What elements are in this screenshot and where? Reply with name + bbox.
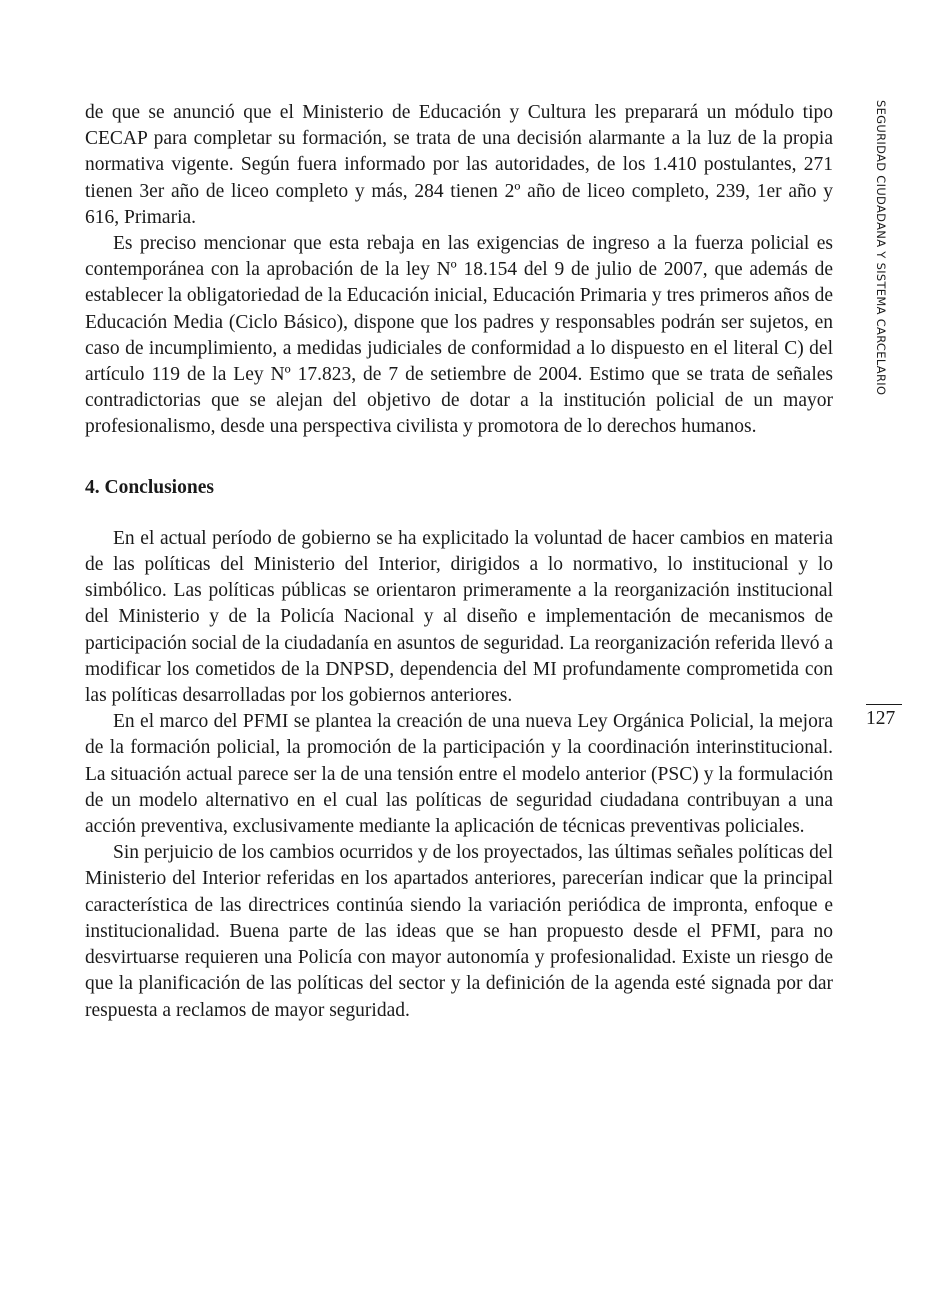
- paragraph: Sin perjuicio de los cambios ocurridos y de los proyectados, las últimas señales políticas del Ministerio del Interior referidas en los apartados anteriores, parecerían indicar que la principal característica de las directrices continúa siendo la variación periódica de impronta, enfoque e institucionalidad. Buena parte de las ideas que se han propuesto desde el PFMI, para no desvirtuarse requieren una Policía con mayor autonomía y profesionalidad. Existe un riesgo de que la planificación de las políticas del sector y la definición de la agenda esté signada por dar respuesta a reclamos de mayor seguridad.: [85, 842, 833, 1021]
- paragraph: En el actual período de gobierno se ha explicitado la voluntad de hacer cambios en materia de las políticas del Ministerio del Interior, dirigidos a lo normativo, lo institucional y lo simbólico. Las políticas públicas se orientaron primeramente a la reorganización institucional del Ministerio y de la Policía Nacional y al diseño e implementación de mecanismos de participación social de la ciudadanía en asuntos de seguridad. La reorganización referida llevó a modificar los cometidos de la DNPSD, dependencia del MI profundamente comprometida con las políticas desarrolladas por los gobiernos anteriores.: [85, 527, 833, 707]
- section-body: [85, 526, 833, 1024]
- section-heading: 4. Conclusiones: [85, 476, 214, 498]
- body-text: [85, 100, 833, 1024]
- page-number: 127: [866, 708, 896, 729]
- paragraph: En el marco del PFMI se plantea la creación de una nueva Ley Orgánica Policial, la mejora de la formación policial, la promoción de la participación y la coordinación interinstitucional. La situación actual parece ser la de una tensión entre el modelo anterior (PSC) y la formulación de un modelo alternativo en el cual las políticas de seguridad ciudadana contribuyan a una acción preventiva, exclusivamente mediante la aplicación de técnicas preventivas policiales.: [85, 711, 833, 838]
- paragraph-continued: de que se anunció que el Ministerio de Educación y Cultura les preparará un módulo tipo CECAP para completar su formación, se trata de una decisión alarmante a la luz de la propia normativa vigente. Según fuera informado por las autoridades, de los 1.410 postulantes, 271 tienen 3er año de liceo completo y más, 284 tienen 2º año de liceo completo, 239, 1er año y 616, Primaria.: [85, 102, 833, 228]
- paragraph: Es preciso mencionar que esta rebaja en las exigencias de ingreso a la fuerza policial es contemporánea con la aprobación de la ley Nº 18.154 del 9 de julio de 2007, que además de establecer la obligatoriedad de la Educación inicial, Educación Primaria y tres primeros años de Educación Media (Ciclo Básico), dispone que los padres y responsables podrán ser sujetos, en caso de incumplimiento, a medidas judiciales de conformidad a lo dispuesto en el literal C) del artículo 119 de la Ley Nº 17.823, de 7 de setiembre de 2004. Estimo que se trata de señales contradictorias que se alejan del objetivo de dotar a la institución policial de un mayor profesionalismo, desde una perspectiva civilista y promotora de lo derechos humanos.: [85, 233, 833, 438]
- running-head: SEGURIDAD CIUDADANA Y SISTEMA CARCELARIO: [874, 100, 888, 396]
- page-number-rule: [866, 704, 902, 705]
